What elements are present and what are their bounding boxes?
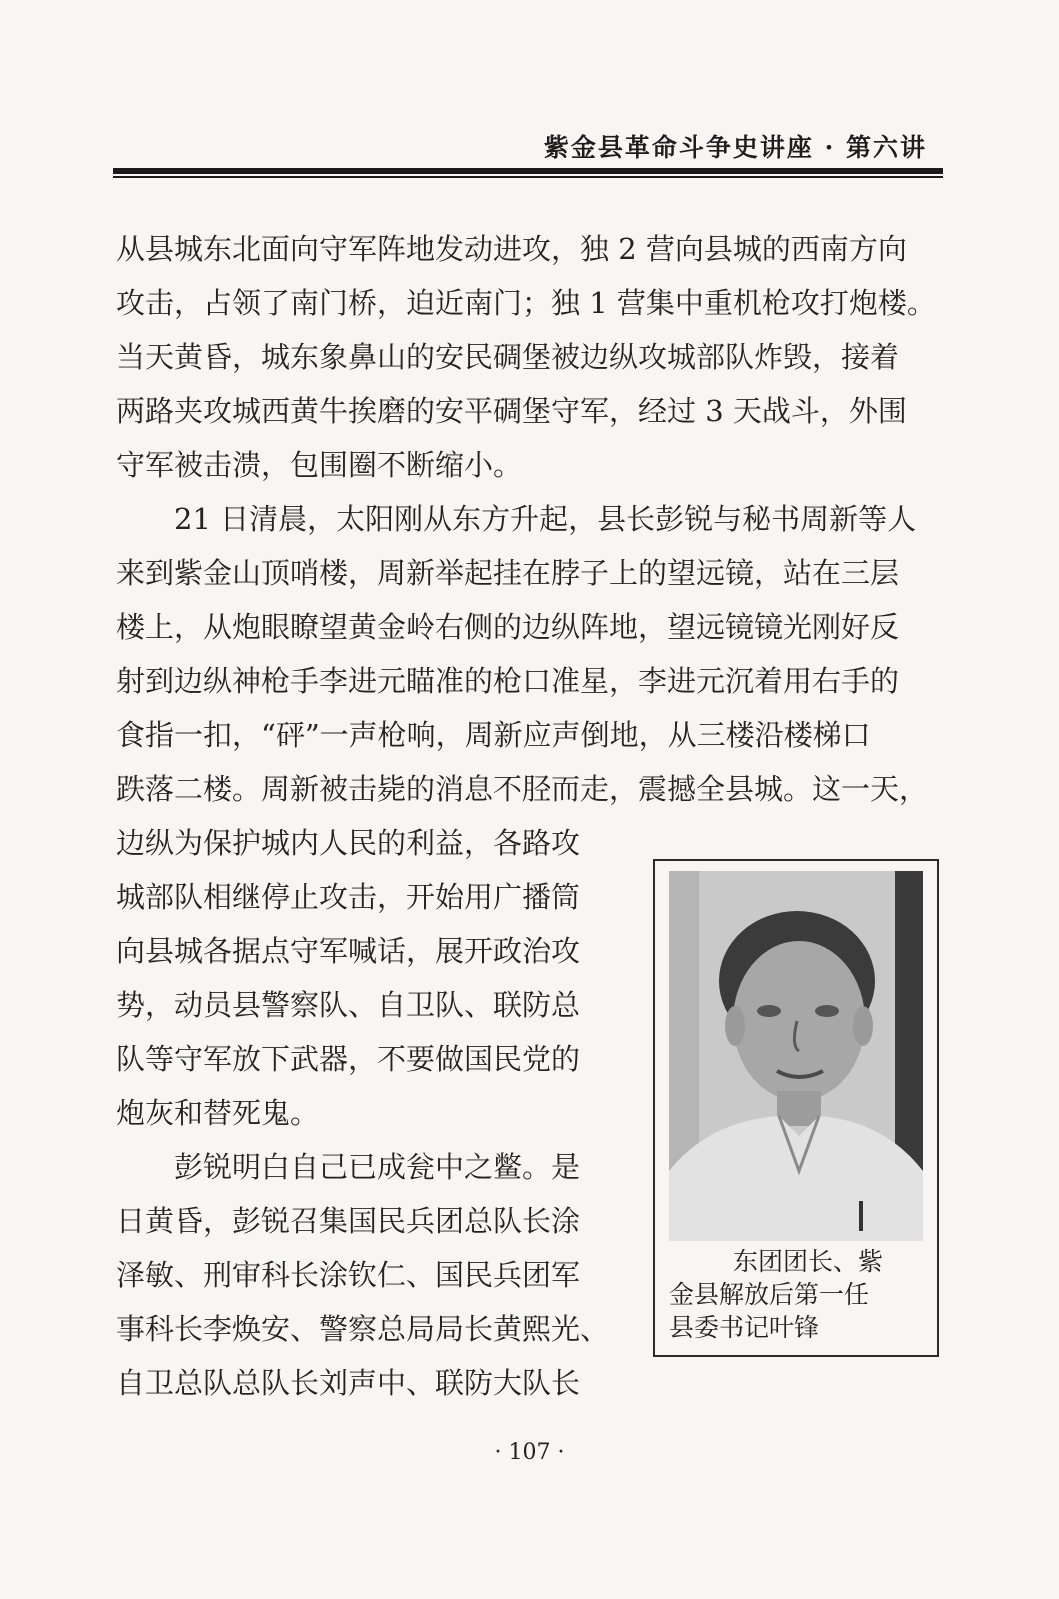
text-line: 势，动员县警察队、自卫队、联防总	[116, 988, 581, 1022]
text-line: 彭锐明白自己已成瓮中之鳖。是	[174, 1150, 581, 1184]
header-rule-thick	[113, 168, 943, 174]
text-line: 日黄昏，彭锐召集国民兵团总队长涂	[116, 1204, 581, 1238]
caption-line: 金县解放后第一任	[669, 1280, 870, 1309]
text-line: 队等守军放下武器，不要做国民党的	[116, 1042, 581, 1076]
text-line: 城部队相继停止攻击，开始用广播筒	[116, 880, 581, 914]
text-line: 守军被击溃，包围圈不断缩小。	[116, 448, 523, 482]
portrait-caption	[669, 1245, 923, 1344]
header-rule-thin	[113, 176, 943, 178]
text-line: 两路夹攻城西黄牛挨磨的安平碉堡守军，经过 3 天战斗，外围	[116, 394, 907, 428]
caption-line: 县委书记叶锋	[669, 1313, 820, 1342]
running-header: 紫金县革命斗争史讲座 · 第六讲	[543, 133, 927, 162]
text-line: 泽敏、刑审科长涂钦仁、国民兵团军	[116, 1258, 581, 1292]
text-line: 跌落二楼。周新被击毙的消息不胫而走，震撼全县城。这一天，	[116, 772, 929, 806]
text-line: 从县城东北面向守军阵地发动进攻，独 2 营向县城的西南方向	[116, 232, 907, 266]
text-line: 边纵为保护城内人民的利益，各路攻	[116, 826, 581, 860]
text-line: 当天黄昏，城东象鼻山的安民碉堡被边纵攻城部队炸毁，接着	[116, 340, 900, 374]
text-line: 攻击，占领了南门桥，迫近南门；独 1 营集中重机枪攻打炮楼。	[116, 286, 936, 320]
text-line: 炮灰和替死鬼。	[116, 1096, 320, 1130]
portrait-figure	[653, 859, 939, 1357]
text-line: 食指一扣，“砰”一声枪响，周新应声倒地，从三楼沿楼梯口	[116, 718, 871, 752]
portrait-illustration	[669, 871, 923, 1241]
text-line: 事科长李焕安、警察总局局长黄熙光、	[116, 1312, 610, 1346]
portrait-photo	[669, 871, 923, 1241]
text-line: 射到边纵神枪手李进元瞄准的枪口准星，李进元沉着用右手的	[116, 664, 900, 698]
text-line: 楼上，从炮眼瞭望黄金岭右侧的边纵阵地，望远镜镜光刚好反	[116, 610, 900, 644]
caption-line: 东团团长、紫	[733, 1247, 884, 1276]
text-line: 自卫总队总队长刘声中、联防大队长	[116, 1366, 581, 1400]
text-line: 21 日清晨，太阳刚从东方升起，县长彭锐与秘书周新等人	[174, 502, 917, 536]
text-line: 向县城各据点守军喊话，展开政治攻	[116, 934, 581, 968]
text-line: 来到紫金山顶哨楼，周新举起挂在脖子上的望远镜，站在三层	[116, 556, 900, 590]
page-number: · 107 ·	[494, 1440, 565, 1465]
header-rule	[113, 168, 943, 179]
